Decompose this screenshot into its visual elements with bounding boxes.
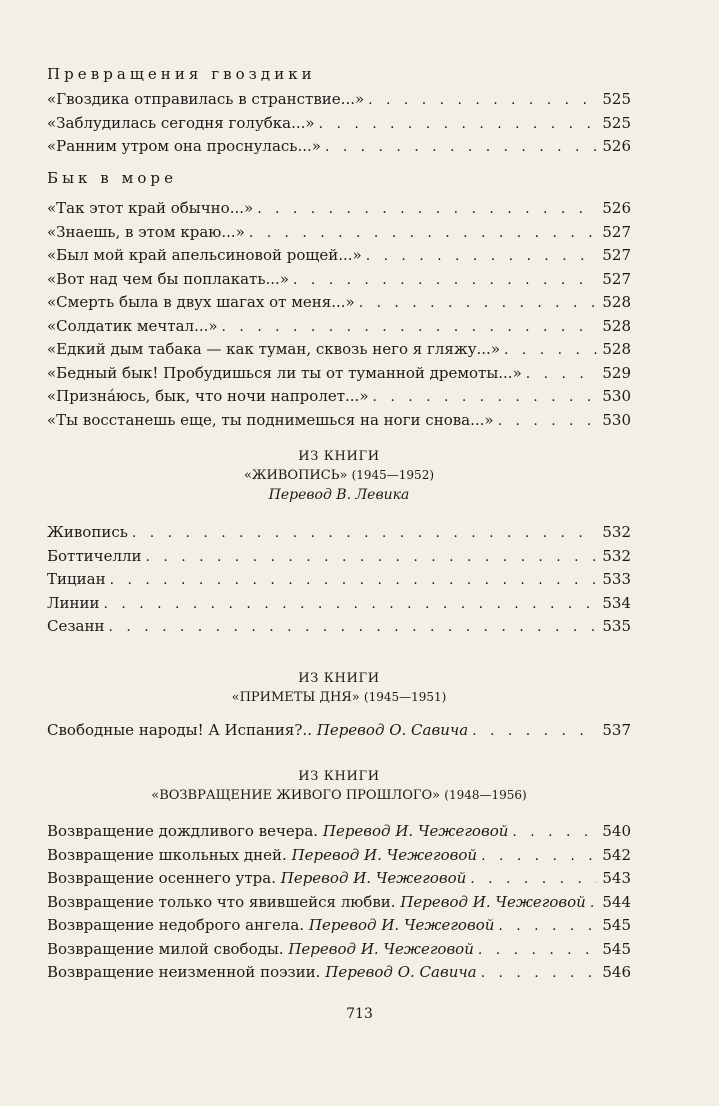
- page-number: 527: [602, 246, 631, 264]
- page-number: 527: [602, 222, 631, 241]
- leader-dots: [481, 962, 597, 986]
- section-title: Превращения гвоздики: [47, 65, 316, 83]
- page-number: 525: [602, 90, 631, 108]
- leader-dots: [470, 868, 597, 892]
- page-number: 525: [602, 113, 631, 132]
- page-number: 537: [602, 721, 631, 739]
- leader-dots: [132, 522, 597, 546]
- toc-entry[interactable]: Линии . . . 534: [47, 592, 631, 616]
- page-folio: 713: [346, 1006, 373, 1022]
- book-title-line: [47, 688, 631, 706]
- leader-dots: [526, 363, 597, 387]
- toc-entry[interactable]: Боттичелли . . . 532: [47, 545, 631, 569]
- leader-dots: [366, 245, 597, 269]
- toc-entry[interactable]: Возвращение недоброго ангела. Перевод И. Чежеговой . . . 545: [47, 914, 631, 938]
- leader-dots: [110, 569, 597, 593]
- page-number: 532: [602, 546, 631, 565]
- leader-dots: [104, 593, 597, 617]
- page-number: 545: [602, 939, 631, 958]
- toc-entry[interactable]: Возвращение милой свободы. Перевод И. Чежеговой . . . 545: [47, 938, 631, 962]
- book-title: «ПРИМЕТЫ ДНЯ»: [231, 690, 360, 705]
- translator: Перевод И. Чежеговой: [288, 939, 474, 958]
- page-number: 526: [602, 199, 631, 217]
- page-number: 534: [602, 593, 631, 612]
- leader-dots: [498, 915, 597, 939]
- toc-entry[interactable]: Возвращение осеннего утра. Перевод И. Чежеговой . . . 543: [47, 867, 631, 891]
- book-title: «ЖИВОПИСЬ»: [243, 468, 348, 483]
- toc-entry[interactable]: Свободные народы! А Испания?.. Перевод О. Савича . . . 537: [47, 719, 631, 743]
- translator: Перевод О. Савича: [316, 721, 469, 739]
- toc-entry[interactable]: «Ты восстанешь еще, ты поднимешься на ноги снова...» . . . 530: [47, 409, 631, 433]
- translator-line: Перевод В. Левика: [268, 487, 410, 503]
- translator: Перевод И. Чежеговой: [280, 869, 467, 887]
- toc-entry[interactable]: «Заблудилась сегодня голубка...» . . . 525: [47, 112, 631, 136]
- toc-entry[interactable]: «Смерть была в двух шагах от меня...» . . . 528: [47, 291, 631, 315]
- leader-dots: [472, 720, 597, 744]
- toc-entry[interactable]: «Признáюсь, бык, что ночи напролет...» . . . 530: [47, 385, 631, 409]
- book-title: «ВОЗВРАЩЕНИЕ ЖИВОГО ПРОШЛОГО»: [151, 788, 441, 803]
- toc-entry[interactable]: Возвращение школьных дней. Перевод И. Чежеговой . . . 542: [47, 844, 631, 868]
- section-bull-in-sea: [47, 168, 631, 432]
- toc-entry[interactable]: Возвращение неизменной поэзии. Перевод О. Савича . . . 546: [47, 961, 631, 985]
- leader-dots: [368, 89, 597, 113]
- page-number: 545: [602, 916, 631, 934]
- toc-entry[interactable]: Возвращение только что явившейся любви. Перевод И. Чежеговой . . . 544: [47, 891, 631, 915]
- page-number: 527: [602, 269, 631, 288]
- leader-dots: [590, 892, 597, 916]
- page-number: 528: [602, 293, 631, 311]
- page-number: 529: [602, 363, 631, 382]
- page-number: 530: [602, 387, 631, 405]
- toc-entry[interactable]: Возвращение дождливого вечера. Перевод И. Чежеговой . . . 540: [47, 820, 631, 844]
- toc-entry[interactable]: «Знаешь, в этом краю...» . . . 527: [47, 221, 631, 245]
- leader-dots: [108, 616, 597, 640]
- from-book-label: ИЗ КНИГИ: [298, 449, 380, 464]
- leader-dots: [373, 386, 597, 410]
- page-number: 546: [602, 963, 631, 981]
- toc-entry[interactable]: «Бедный бык! Пробудишься ли ты от туманной дремоты...» . . . 529: [47, 362, 631, 386]
- section-title: Бык в море: [47, 169, 177, 187]
- leader-dots: [257, 198, 597, 222]
- toc-entry[interactable]: «Был мой край апельсиновой рощей...» . . . 527: [47, 244, 631, 268]
- leader-dots: [146, 546, 598, 570]
- translator: Перевод О. Савича: [325, 963, 477, 981]
- page-number: 544: [602, 892, 631, 911]
- section-painting: [47, 521, 631, 639]
- leader-dots: [478, 939, 597, 963]
- translator: Перевод И. Чежеговой: [308, 916, 495, 934]
- book-heading-painting: [47, 448, 631, 506]
- page-number: 540: [602, 822, 631, 840]
- book-years: (1948—1956): [444, 788, 527, 802]
- toc-entry[interactable]: «Так этот край обычно...» . . . 526: [47, 197, 631, 221]
- leader-dots: [498, 410, 597, 434]
- leader-dots: [359, 292, 597, 316]
- translator: Перевод И. Чежеговой: [400, 892, 586, 911]
- toc-entry[interactable]: Тициан . . . 533: [47, 568, 631, 592]
- translator: Перевод И. Чежеговой: [322, 822, 509, 840]
- toc-entry[interactable]: Живопись . . . 532: [47, 521, 631, 545]
- leader-dots: [249, 222, 597, 246]
- book-heading-signs-of-day: [47, 670, 631, 706]
- leader-dots: [481, 845, 597, 869]
- translator: Перевод И. Чежеговой: [291, 845, 478, 864]
- book-heading-return-past: [47, 768, 631, 804]
- page-number: 526: [602, 137, 631, 155]
- from-book-label: ИЗ КНИГИ: [298, 671, 380, 686]
- book-years: (1945—1951): [363, 690, 447, 704]
- section-signs-of-day: [47, 719, 631, 743]
- section-carnation: [47, 64, 631, 159]
- leader-dots: [319, 113, 597, 137]
- page-number: 532: [602, 523, 631, 541]
- toc-entry[interactable]: «Солдатик мечтал...» . . . 528: [47, 315, 631, 339]
- page-number: 543: [602, 869, 631, 887]
- leader-dots: [504, 339, 597, 363]
- leader-dots: [222, 316, 597, 340]
- page-number: 535: [602, 617, 631, 635]
- leader-dots: [293, 269, 597, 293]
- leader-dots: [325, 136, 597, 160]
- page-number: 528: [602, 340, 631, 358]
- book-title-line: [47, 466, 631, 484]
- toc-entry[interactable]: Сезанн . . . 535: [47, 615, 631, 639]
- page-number: 528: [602, 316, 631, 335]
- page-number: 530: [602, 410, 631, 429]
- book-title-line: [47, 786, 631, 804]
- leader-dots: [512, 821, 597, 845]
- toc-entry[interactable]: «Гвоздика отправилась в странствие...» . . . 525: [47, 88, 631, 112]
- section-return-past: [47, 820, 631, 985]
- toc-entry[interactable]: «Едкий дым табака — как туман, сквозь него я гляжу...» . . . 528: [47, 338, 631, 362]
- page-number: 542: [602, 845, 631, 864]
- toc-entry[interactable]: «Вот над чем бы поплакать...» . . . 527: [47, 268, 631, 292]
- toc-entry[interactable]: «Ранним утром она проснулась...» . . . 526: [47, 135, 631, 159]
- from-book-label: ИЗ КНИГИ: [298, 769, 380, 784]
- book-years: (1945—1952): [351, 468, 435, 482]
- page-number: 533: [602, 570, 631, 588]
